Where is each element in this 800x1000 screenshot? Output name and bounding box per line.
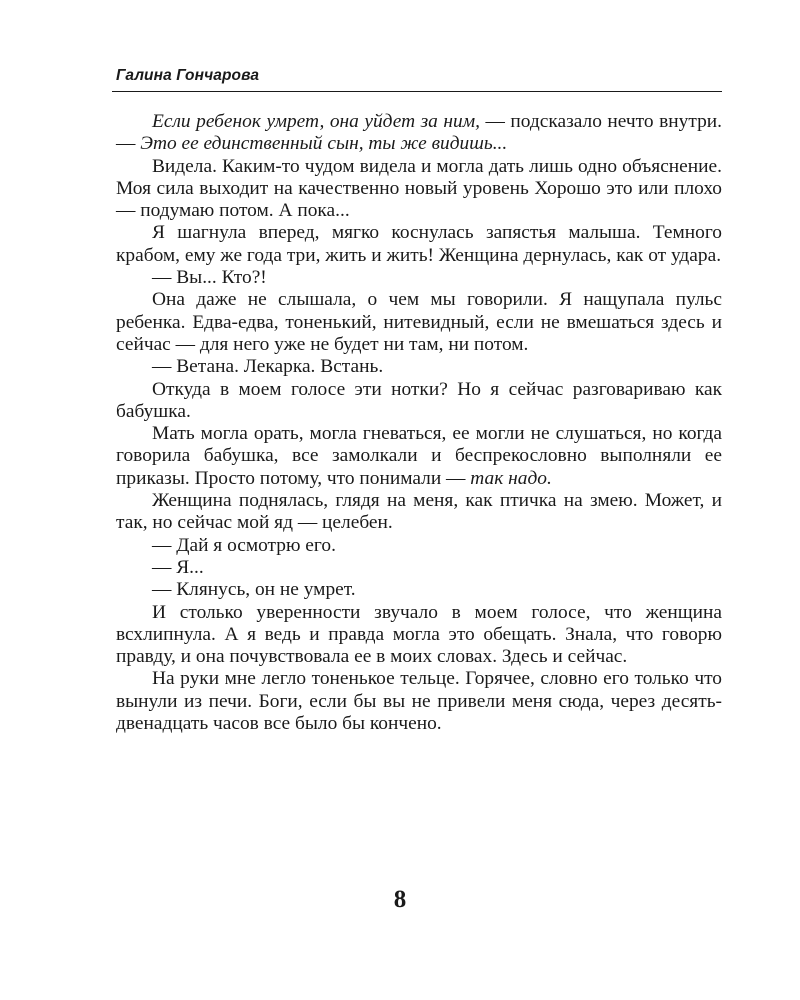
inner-voice-italic: Это ее единственный сын, ты же видишь... (140, 133, 508, 155)
dialogue-line: — Ветана. Лекарка. Встань. (152, 356, 384, 378)
page-number: 8 (393, 886, 407, 913)
dialogue-line: — Клянусь, он не умрет. (152, 579, 356, 601)
paragraph-13: И столько уверенности звучало в моем голосе, что женщина всхлипнула. А я ведь и правда могла это обещать. Знала, что говорю правду, и она почувствовала ее в моих словах. Здесь и сейчас. (116, 601, 722, 668)
inner-voice-italic: Если ребенок умрет, она уйдет за ним, (152, 111, 480, 132)
dialogue-line: — Дай я осмотрю его. (152, 534, 336, 556)
paragraph-1 (116, 111, 722, 156)
header-rule (112, 91, 722, 92)
body-text (116, 111, 722, 735)
dialogue-line: — Я... (152, 556, 204, 578)
running-head: Галина Гончарова (116, 67, 260, 84)
paragraph-text: — подсказало нечто внутри. — (116, 111, 722, 155)
paragraph-9: Женщина поднялась, глядя на меня, как птичка на змею. Может, и так, но сейчас мой яд — целебен. (116, 490, 722, 534)
paragraph-5: Она даже не слышала, о чем мы говорили. Я нащупала пульс ребенка. Едва-едва, тоненький, нитевидный, если не вмешаться здесь и сейчас — для него уже не будет ни там, ни потом. (116, 289, 722, 355)
paragraph-3: Я шагнула вперед, мягко коснулась запястья малыша. Темного крабом, ему же года три, жить и жить! Женщина дернулась, как от удара. (116, 222, 722, 266)
paragraph-7: Откуда в моем голосе эти нотки? Но я сейчас разговариваю как бабушка. (116, 378, 722, 422)
emphasis-italic: так надо. (470, 467, 552, 489)
paragraph-2: Видела. Каким-то чудом видела и могла дать лишь одно объяснение. Моя сила выходит на качественно новый уровень Хорошо это или плохо — подумаю потом. А пока... (116, 155, 722, 222)
paragraph-8 (116, 423, 722, 490)
dialogue-line: — Вы... Кто?! (152, 267, 267, 289)
paragraph-14: На руки мне легло тоненькое тельце. Горячее, словно его только что вынули из печи. Боги, если бы вы не привели меня сюда, через десять-двенадцать часов все было бы кончено. (116, 668, 722, 735)
paragraph-text: Мать могла орать, могла гневаться, ее могли не слушаться, но когда говорила бабушка, все замолкали и беспрекословно выполняли ее приказы. Просто потому, что понимали — (116, 423, 722, 489)
